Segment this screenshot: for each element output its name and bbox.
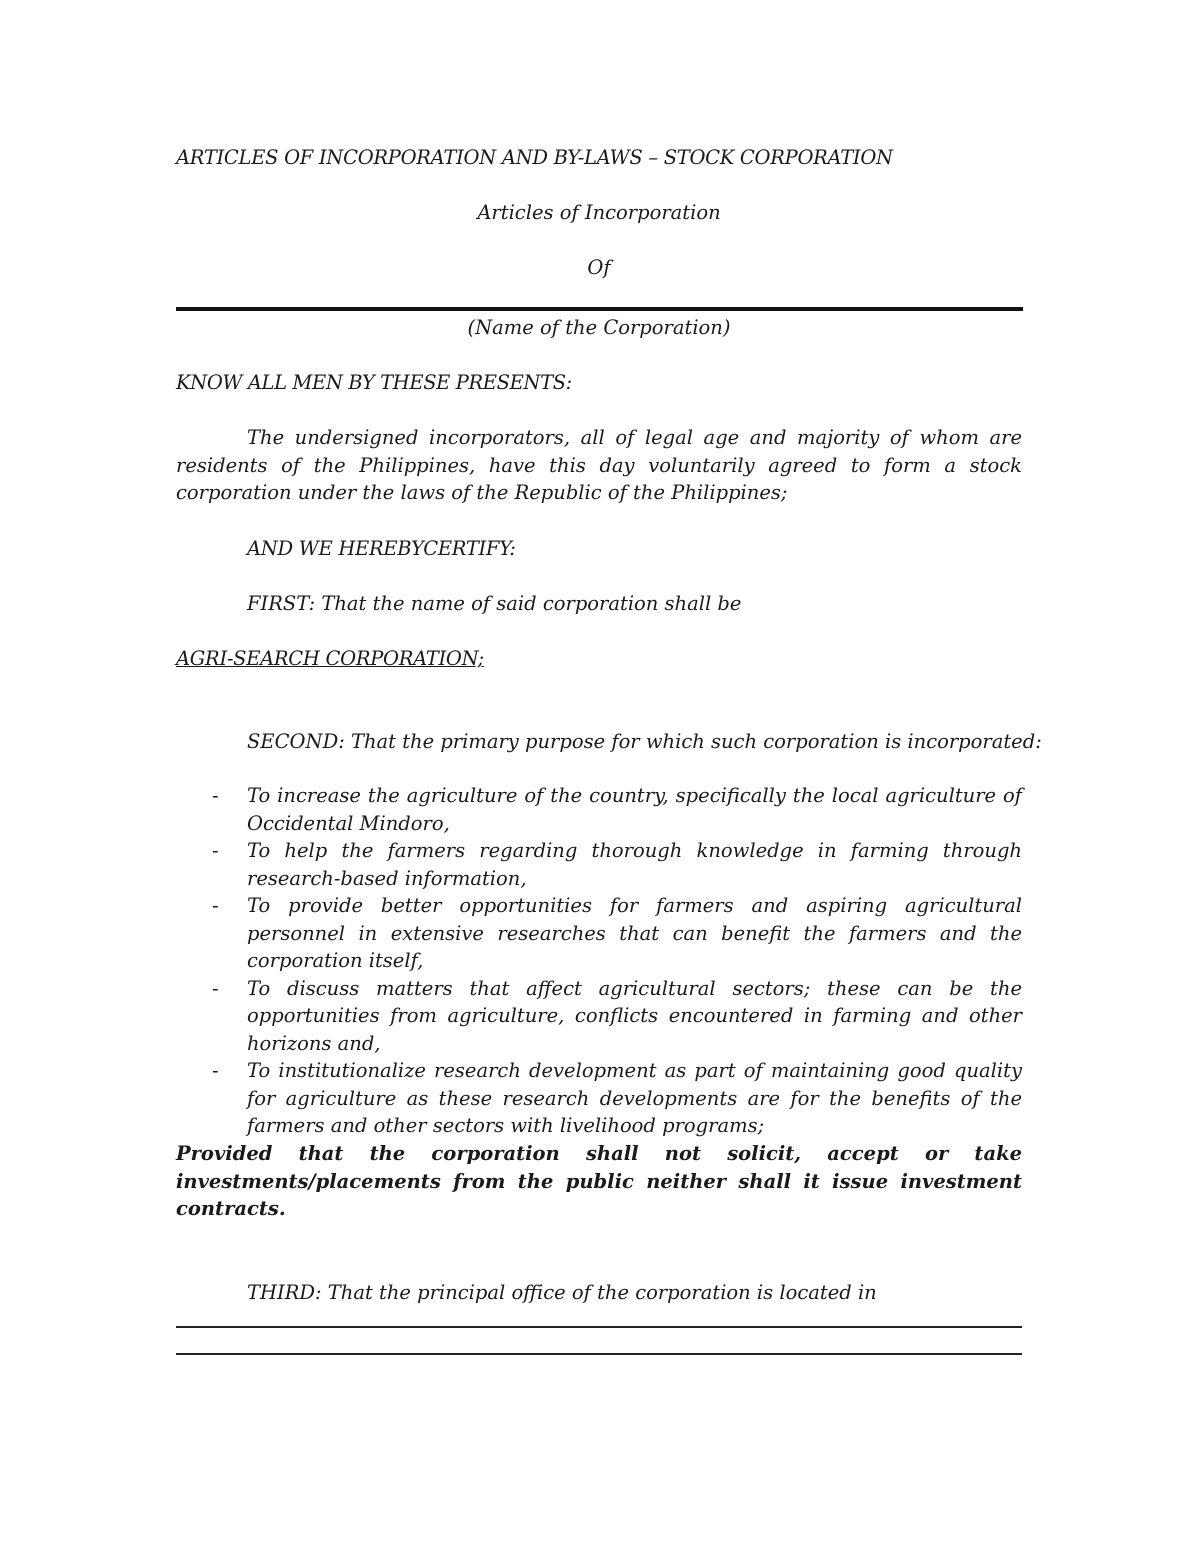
bullet-dash: - xyxy=(212,839,219,862)
document-subtitle: Articles of Incorporation xyxy=(477,201,721,224)
list-item xyxy=(176,782,1022,837)
list-item xyxy=(176,892,1022,975)
corporation-name: AGRI-SEARCH CORPORATION; xyxy=(176,647,484,670)
purpose-list xyxy=(176,782,1022,1140)
address-blank-line xyxy=(176,1353,1022,1355)
purpose-text: To discuss matters that affect agricultural sectors; these can be the opportunities from agriculture, conflicts encountered in farming and other horizons and, xyxy=(247,976,1022,1055)
list-item xyxy=(176,837,1022,892)
know-all-men-heading: KNOW ALL MEN BY THESE PRESENTS: xyxy=(176,371,572,394)
purpose-text: To increase the agriculture of the country, specifically the local agriculture of Occidental Mindoro, xyxy=(247,784,1022,835)
purpose-text: To provide better opportunities for farmers and aspiring agricultural personnel in extensive researches that can benefit the farmers and the corporation itself, xyxy=(247,894,1022,972)
bullet-dash: - xyxy=(212,784,219,807)
purpose-text: To help the farmers regarding thorough knowledge in farming through research-based information, xyxy=(247,839,1022,890)
of-line: Of xyxy=(587,256,611,279)
corporation-name-blank-line xyxy=(176,307,1023,311)
address-blank-line xyxy=(176,1326,1022,1328)
intro-paragraph: The undersigned incorporators, all of legal age and majority of whom are residents of the Philippines, have this day voluntarily agreed to form a stock corporation under the laws of the Republic of the Philippines; xyxy=(176,426,1022,504)
list-item xyxy=(176,1057,1022,1140)
proviso-paragraph: Provided that the corporation shall not solicit, accept or take investments/placements from the public neither shall it issue investment contracts. xyxy=(176,1142,1022,1220)
first-article: FIRST: That the name of said corporation shall be xyxy=(247,592,742,615)
bullet-dash: - xyxy=(212,1059,219,1082)
third-article: THIRD: That the principal office of the corporation is located in xyxy=(247,1281,877,1304)
list-item xyxy=(176,975,1022,1058)
bullet-dash: - xyxy=(212,894,219,917)
certify-heading: AND WE HEREBYCERTIFY: xyxy=(247,537,516,560)
corporation-name-placeholder: (Name of the Corporation) xyxy=(467,316,731,339)
second-article: SECOND: That the primary purpose for which such corporation is incorporated: xyxy=(247,730,1042,753)
bullet-dash: - xyxy=(212,976,219,1000)
purpose-text: To institutionalize research development as part of maintaining good quality for agriculture as these research developments are for the benefits of the farmers and other sectors with livelihood programs; xyxy=(247,1059,1022,1137)
document-heading: ARTICLES OF INCORPORATION AND BY-LAWS – STOCK CORPORATION xyxy=(176,146,893,169)
